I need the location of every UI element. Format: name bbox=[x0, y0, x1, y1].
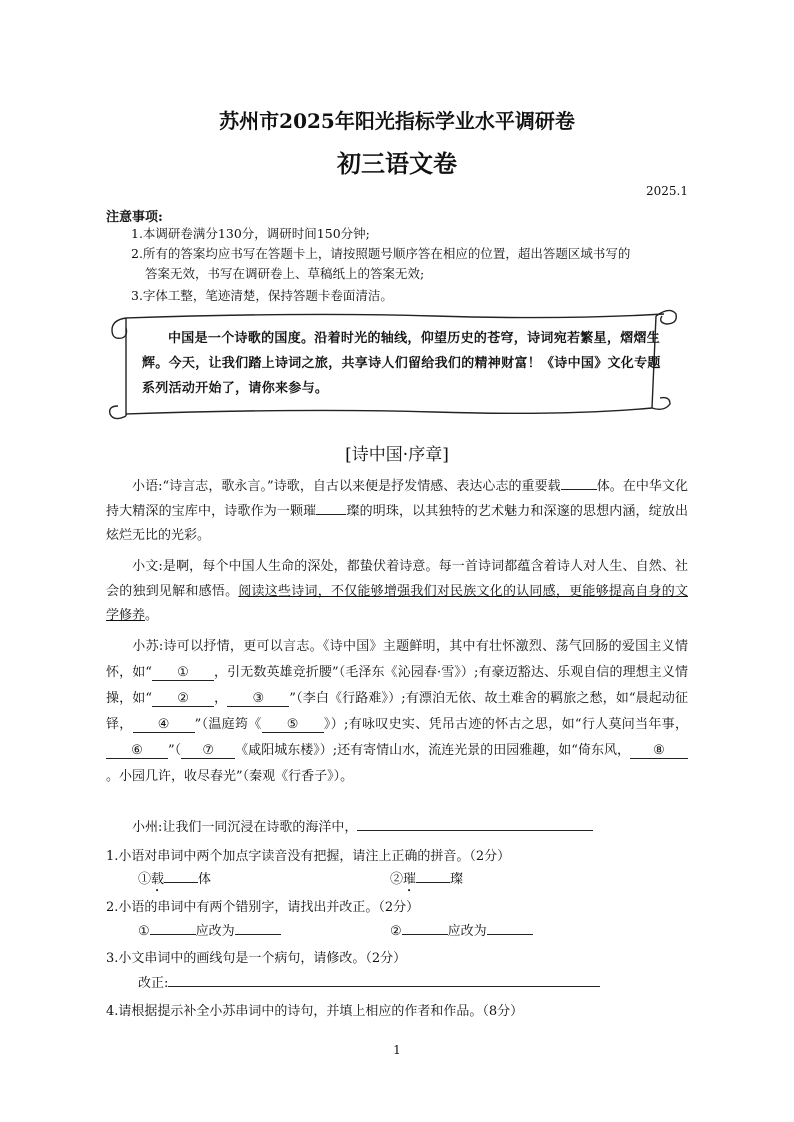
question-3-answer bbox=[138, 972, 600, 991]
item-marker: ① bbox=[138, 924, 150, 939]
question-4: 4.请根据提示补全小苏串词中的诗句，并填上相应的作者和作品。（8分） bbox=[106, 1004, 524, 1019]
blank-3[interactable]: ③ bbox=[227, 692, 289, 707]
notice-item-1: 1.本调研卷满分130分，调研时间150分钟; bbox=[131, 226, 370, 241]
blank-1[interactable]: ① bbox=[152, 666, 214, 681]
blank-line[interactable] bbox=[561, 475, 597, 490]
item-marker: ② bbox=[390, 872, 404, 887]
pinyin-blank[interactable] bbox=[164, 868, 198, 883]
dotted-char: 载 bbox=[151, 872, 165, 887]
question-1-item-a bbox=[138, 868, 211, 895]
item-marker: ② bbox=[390, 924, 402, 939]
question-3: 3.小文串词中的画线句是一个病句，请修改。（2分） bbox=[106, 951, 407, 966]
item-text: 应改为 bbox=[195, 924, 235, 939]
pinyin-blank[interactable] bbox=[416, 868, 450, 883]
para4-text: 小州:让我们一同沉浸在诗歌的海洋中， bbox=[132, 820, 358, 835]
section-title: [诗中国·序章] bbox=[345, 445, 449, 465]
underlined-sentence: 阅读这些诗词，不仅能够增强我们对民族文化的认同感，更能够提高自身的文学修养 bbox=[106, 583, 688, 623]
exam-title: 苏州市2025年阳光指标学业水平调研卷 bbox=[219, 109, 575, 133]
item-text: 体 bbox=[198, 872, 212, 887]
notice-item-2: 2.所有的答案均应书写在答题卡上，请按照题号顺序答在相应的位置，超出答题区域书写的 bbox=[131, 246, 631, 261]
blank-6[interactable]: ⑥ bbox=[106, 744, 168, 759]
exam-date: 2025.1 bbox=[646, 184, 688, 198]
paragraph-xiaowen bbox=[106, 555, 688, 629]
blank-5[interactable]: ⑤ bbox=[262, 718, 324, 733]
blank-line[interactable] bbox=[316, 500, 346, 515]
para3-text-9: 。小园几许，收尽春光”（秦观《行香子》）。 bbox=[106, 769, 354, 784]
para3-text-8: 《咸阳城东楼》）;还有寄情山水，流连光景的田园雅趣，如“倚东风， bbox=[235, 743, 630, 758]
correct-char-blank[interactable] bbox=[235, 920, 281, 935]
para3-text-2: ，引无数英雄竞折腰”（毛泽东《沁园春·雪》）;有豪迈豁达、乐观自信的理想主义情操，如“ bbox=[106, 665, 688, 706]
para3-text-5: ”（温庭筠《 bbox=[194, 717, 262, 732]
blank-7[interactable]: ⑦ bbox=[181, 744, 235, 759]
question-1-item-b bbox=[390, 868, 463, 895]
blank-2[interactable]: ② bbox=[152, 692, 214, 707]
notice-item-2-cont: 答案无效，书写在调研卷上、草稿纸上的答案无效; bbox=[145, 266, 425, 281]
para3-text-3: ， bbox=[214, 691, 228, 706]
correct-char-blank[interactable] bbox=[487, 920, 533, 935]
para1-text-b: 体。在中华文化持大精深的宝库中，诗歌作为一颗璀 bbox=[106, 479, 688, 519]
notice-heading: 注意事项: bbox=[106, 210, 163, 225]
para1-text-a: 小语:“诗言志，歌永言。”诗歌，自古以来便是抒发情感、表达心志的重要载 bbox=[132, 479, 561, 494]
item-marker: ① bbox=[138, 872, 152, 887]
question-2: 2.小语的串词中有两个错别字，请找出并改正。（2分） bbox=[106, 900, 420, 915]
item-text: 璨 bbox=[450, 872, 464, 887]
scroll-banner-text: 中国是一个诗歌的国度。沿着时光的轴线，仰望历史的苍穹，诗词宛若繁星，熠熠生辉。今天，让我们踏上诗词之旅，共享诗人们留给我们的精神财富！《诗中国》文化专题系列活动开始了，请你来参与。 bbox=[142, 331, 661, 396]
para3-text-6: 》）;有咏叹史实、凭吊古迹的怀古之思，如“行人莫问当年事， bbox=[323, 717, 688, 732]
answer-line[interactable] bbox=[168, 972, 600, 987]
blank-4[interactable]: ④ bbox=[133, 718, 195, 733]
answer-label: 改正: bbox=[138, 976, 169, 991]
item-text: 应改为 bbox=[447, 924, 487, 939]
para2-text: 小文:是啊，每个中国人生命的深处，都蛰伏着诗意。每一首诗词都蕴含着诗人对人生、自然、社会的独到见解和感悟。 bbox=[106, 559, 688, 599]
para2-end: 。 bbox=[145, 608, 159, 623]
wrong-char-blank[interactable] bbox=[150, 920, 196, 935]
exam-subtitle: 初三语文卷 bbox=[337, 149, 457, 178]
dotted-char: 璀 bbox=[403, 872, 417, 887]
page-number: 1 bbox=[393, 1043, 401, 1057]
blank-8[interactable]: ⑧ bbox=[630, 744, 688, 759]
question-1: 1.小语对串词中两个加点字读音没有把握，请注上正确的拼音。（2分） bbox=[106, 849, 511, 864]
notice-item-3: 3.字体工整，笔迹清楚，保持答题卡卷面清洁。 bbox=[131, 288, 393, 303]
para1-text-c: 璨的明珠，以其独特的艺术魅力和深邃的思想内涵，绽放出炫烂无比的光彩。 bbox=[106, 503, 688, 543]
para3-text-4: ”（李白《行路难》）;有漂泊无依、故土难舍的羁旅之愁，如“晨起动征铎， bbox=[106, 691, 688, 732]
paragraph-xiaosu bbox=[106, 634, 688, 790]
question-2-item-a bbox=[138, 920, 281, 939]
wrong-char-blank[interactable] bbox=[402, 920, 448, 935]
paragraph-xiaozhou bbox=[106, 816, 688, 841]
paragraph-xiaoyu bbox=[106, 475, 688, 549]
answer-line[interactable] bbox=[357, 816, 593, 831]
question-2-item-b bbox=[390, 920, 533, 939]
para3-text-7: ”（ bbox=[168, 743, 182, 758]
para3-text-1: 小苏:诗可以抒情，更可以言志。《诗中国》主题鲜明，其中有壮怀激烈、荡气回肠的爱国主义情怀，如“ bbox=[106, 639, 688, 680]
